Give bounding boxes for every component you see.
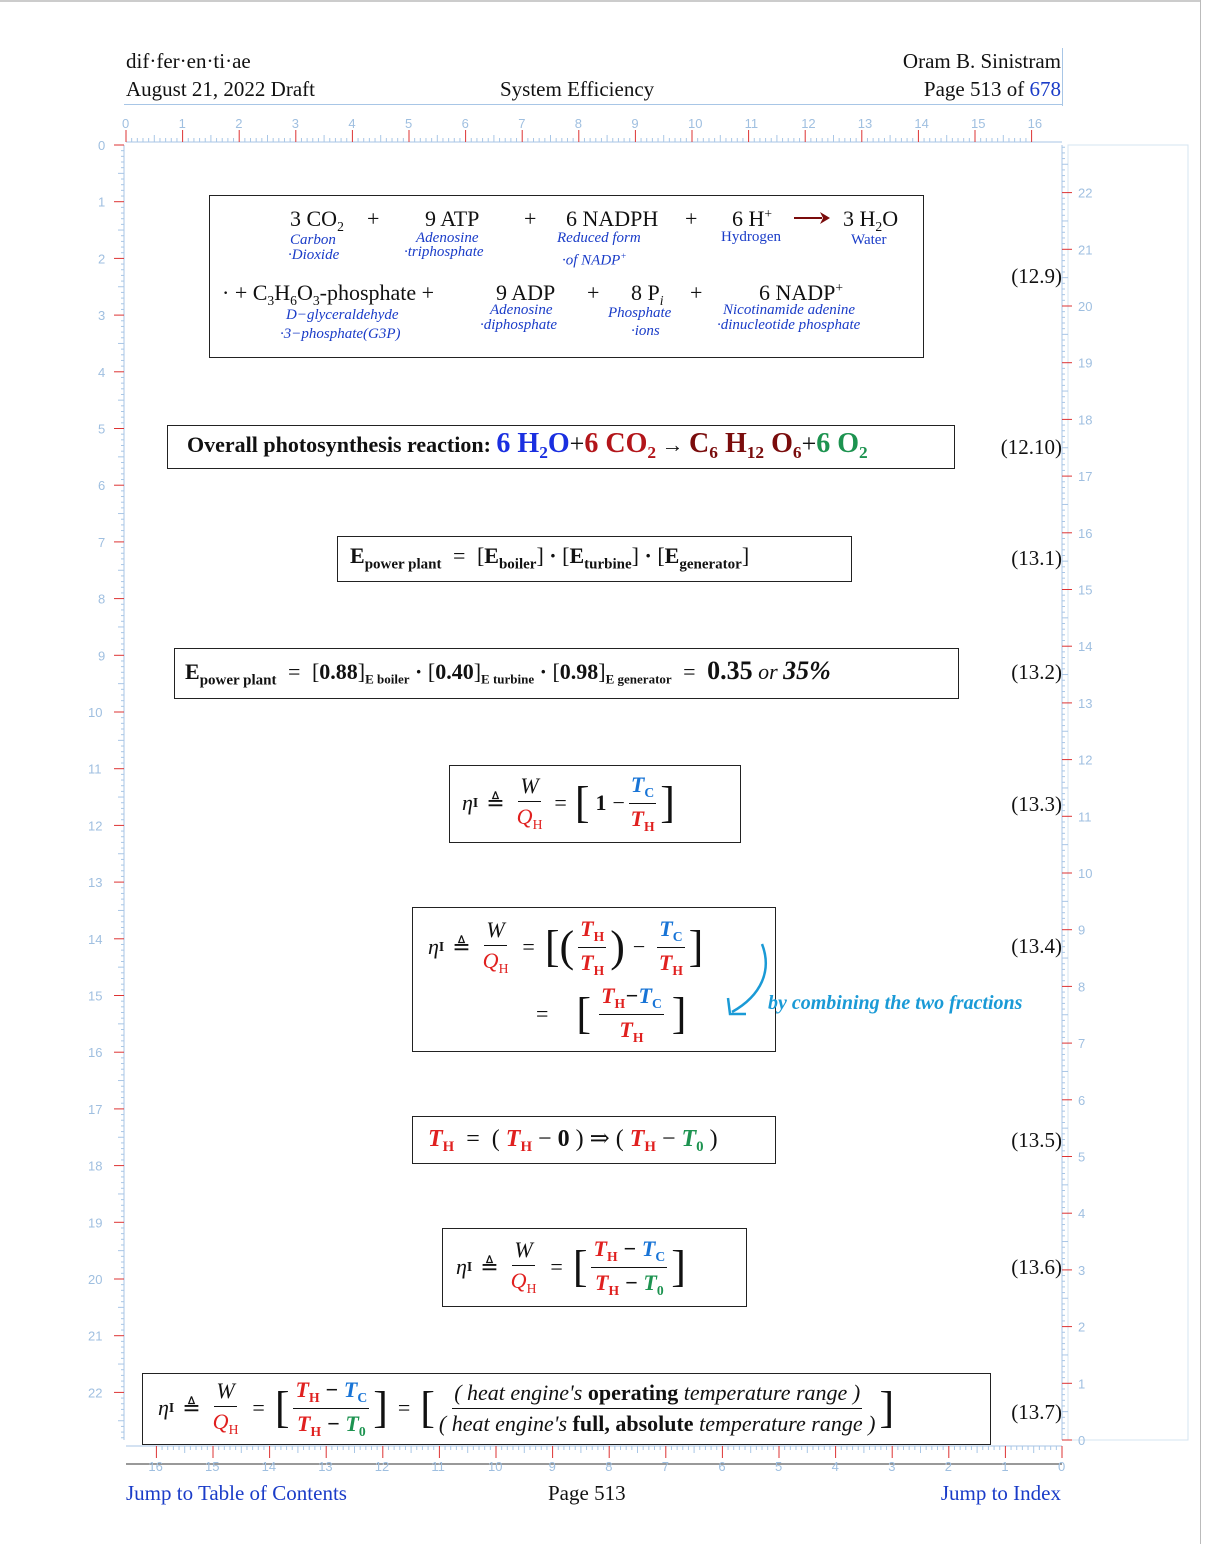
ruler-left-label: 9 <box>98 648 106 664</box>
h-sup: + <box>764 206 773 221</box>
ruler-right-label: 6 <box>1078 1092 1086 1108</box>
co2-reactant: 6 $CO_2$ <box>584 428 657 463</box>
label-water: Water <box>851 232 887 248</box>
ruler-bottom-label: 13 <box>318 1459 333 1474</box>
eq-13-6-content: η I ≜ $\frac{W}{Q_H}$ = [ $\frac{T_H - T_C}{T_H - T_0}$ ] <box>456 1235 686 1298</box>
reaction-arrow <box>792 208 834 228</box>
eq-12-9-plus3: + <box>685 206 698 231</box>
label-dioxide: ·Dioxide <box>288 247 340 263</box>
eq-13-1-content: $E_{power plant} = [E_{boiler}] \cdot [E_{turbine}] \cdot [E_{generator}]$ <box>350 543 750 573</box>
eq-13-4-line2: = [ $\frac{T_H-T_C}{T_H}$ ] <box>536 982 687 1045</box>
index-link[interactable]: Jump to Index <box>940 1481 1061 1505</box>
ruler-top-label: 13 <box>857 116 873 131</box>
ruler-left-label: 13 <box>88 875 103 891</box>
label-of-nadp: ·of NADP+ <box>562 252 627 269</box>
ruler-top-label: 4 <box>348 116 356 131</box>
header-right-top: Oram B. Sinistram <box>902 49 1061 73</box>
ruler-right-label: 2 <box>1078 1319 1086 1335</box>
ruler-top-label: 0 <box>122 116 130 131</box>
ruler-bottom-label: 4 <box>831 1459 839 1474</box>
ruler-right-label: 7 <box>1078 1036 1086 1052</box>
ruler-bottom-label: 6 <box>718 1459 726 1474</box>
ruler-right-label: 10 <box>1078 866 1093 881</box>
label-reduced: Reduced form <box>557 230 641 246</box>
label-phosphate: Phosphate <box>608 305 672 321</box>
ruler-right-label: 18 <box>1078 412 1093 428</box>
eq-13-7-content: η I ≜ $\frac{W}{Q_H}$ = [ $\frac{T_H - T_C}{T_H - T_0}$ ] = [ $\frac{\text{( heat engine's operating temperature range )}}{\text{( heat engine's full, absolute temperature range )}}$ ] <box>158 1376 895 1439</box>
ruler-left-label: 16 <box>88 1045 103 1061</box>
eq-number-13-7: (13.7) <box>1011 1400 1062 1424</box>
eq-number-13-3: (13.3) <box>1011 792 1062 816</box>
eq-number-13-4: (13.4) <box>1011 934 1062 958</box>
glucose-product: $C_6$ $H_{12}$ $O_6$ <box>689 428 802 463</box>
header-page-total-link[interactable]: 678 <box>1029 77 1061 101</box>
ruler-left-label: 10 <box>88 705 103 720</box>
ruler-left-label: 19 <box>88 1215 103 1231</box>
o2-product: 6 $O_2$ <box>816 428 868 463</box>
co2-term: 3 CO <box>290 206 338 231</box>
eq-12-9-plus5: + <box>690 280 703 305</box>
ruler-bottom-label: 11 <box>431 1459 445 1474</box>
ruler-left-label: 14 <box>88 931 103 947</box>
ruler-left-label: 20 <box>88 1272 103 1287</box>
ruler-right-label: 14 <box>1078 639 1093 655</box>
ruler-left-label: 8 <box>98 591 106 607</box>
ruler-left-label: 21 <box>88 1328 103 1344</box>
adp-term: 9 ADP <box>496 280 556 305</box>
ruler-right-label: 16 <box>1078 525 1093 541</box>
eq-13-5-content: $T_H$ = ( $T_H - 0$ ) ⇒ ( $T_H - T_0$ ) <box>428 1126 718 1156</box>
ruler-bottom-label: 2 <box>944 1459 953 1474</box>
ruler-left-label: 5 <box>98 421 106 437</box>
ruler-top-label: 5 <box>405 116 413 131</box>
ruler-top-label: 1 <box>178 116 186 131</box>
eq-number-13-6: (13.6) <box>1011 1255 1062 1279</box>
header-page-prefix: Page 513 of <box>923 77 1025 101</box>
ruler-right-label: 19 <box>1078 355 1093 371</box>
ruler-top-label: 6 <box>461 116 469 131</box>
eq-number-13-5: (13.5) <box>1011 1128 1062 1152</box>
label-diphosphate: ·diphosphate <box>480 317 558 333</box>
ruler-left-label: 6 <box>98 478 106 494</box>
label-adenosine-2: Adenosine <box>490 302 553 318</box>
h-term: 6 H <box>732 206 765 232</box>
ruler-bottom-label: 8 <box>605 1459 613 1474</box>
ruler-bottom-label: 14 <box>261 1459 277 1474</box>
ruler-top-label: 8 <box>574 116 583 131</box>
photosynthesis-label: Overall photosynthesis reaction: <box>187 432 491 457</box>
ruler-left-label: 4 <box>98 364 106 380</box>
ruler-top-label: 14 <box>914 116 929 131</box>
ruler-right-label: 5 <box>1078 1149 1086 1165</box>
eq-12-9-row1 <box>290 206 344 235</box>
ruler-left-label: 17 <box>88 1101 103 1117</box>
ruler-right-label: 15 <box>1078 582 1093 598</box>
ruler-right-label: 4 <box>1078 1206 1086 1222</box>
ruler-left-label: 22 <box>88 1385 103 1401</box>
ruler-bottom-label: 3 <box>888 1459 896 1474</box>
ruler-bottom-label: 5 <box>775 1459 783 1474</box>
ruler-top-label: 16 <box>1027 116 1043 131</box>
g3p-term: · + $C_3H_6O_3$-phosphate + <box>222 280 435 308</box>
label-adenosine-1: Adenosine <box>416 230 479 246</box>
eq-12-10-content: Overall photosynthesis reaction: 6 $H_2O+6$ $CO_2 \to C_6$ $H_{12}$ $O_6+6$ $O_2$ <box>187 428 868 463</box>
label-g3p: ·3−phosphate(G3P) <box>280 326 401 342</box>
eq-13-3-content: η I ≜ $\frac{W}{Q_H}$ = [ 1 − $\frac{T_C}{T_H}$ ] <box>462 771 675 834</box>
ruler-bottom-label: 16 <box>148 1459 163 1474</box>
label-dglyceraldehyde: D−glyceraldehyde <box>286 307 399 323</box>
label-nicotinamide: Nicotinamide adenine <box>723 302 856 318</box>
toc-link[interactable]: Jump to Table of Contents <box>126 1481 347 1505</box>
label-ions: ·ions <box>631 323 660 339</box>
eq-number-12-9: (12.9) <box>1011 264 1062 288</box>
ruler-top-label: 7 <box>518 116 526 131</box>
ruler-bottom-label: 7 <box>661 1459 670 1474</box>
ruler-right-label: 13 <box>1078 695 1093 711</box>
ruler-left-label: 11 <box>88 761 102 777</box>
ruler-right-label: 1 <box>1078 1376 1086 1392</box>
ruler-top-label: 11 <box>744 116 759 131</box>
eq-13-4-line1: η I ≜ $\frac{W}{Q_H}$ = [ ( $\frac{T_H}{T_H}$ ) − $\frac{T_C}{T_H}$ ] <box>428 915 704 978</box>
ruler-left-label: 3 <box>98 308 106 324</box>
ruler-bottom-label: 10 <box>488 1459 503 1474</box>
ruler-right-label: 17 <box>1078 469 1093 485</box>
ruler-right-label: 8 <box>1078 979 1086 995</box>
label-hydrogen: Hydrogen <box>721 229 781 245</box>
label-triphosphate: ·triphosphate <box>404 244 484 260</box>
ruler-top-label: 9 <box>631 116 639 131</box>
ruler-left-label: 15 <box>88 988 103 1004</box>
eq-number-13-1: (13.1) <box>1011 546 1062 570</box>
nadph-term: 6 NADPH <box>566 206 659 231</box>
eq-number-13-2: (13.2) <box>1011 660 1062 684</box>
ruler-left-label: 7 <box>98 534 106 550</box>
ruler-left-label: 0 <box>98 138 106 153</box>
ruler-bottom-label: 15 <box>205 1459 220 1474</box>
ruler-top-label: 3 <box>291 116 300 131</box>
h2o-term: 3 $H_2O$ <box>843 206 899 234</box>
footer-page-number: Page 513 <box>548 1481 626 1505</box>
co2-sub: 2 <box>337 218 344 234</box>
ruler-left-label: 1 <box>98 194 106 210</box>
ruler-right-label: 9 <box>1078 922 1086 938</box>
h2o-reactant: 6 $H_2O$ <box>496 428 570 463</box>
eq-number-12-10: (12.10) <box>1000 435 1062 459</box>
label-carbon: Carbon <box>290 232 336 248</box>
ruler-top-label: 2 <box>235 116 243 131</box>
ruler-left-label: 2 <box>98 251 106 267</box>
eq-12-9-plus2: + <box>524 206 537 231</box>
ruler-top-label: 12 <box>801 116 816 131</box>
ruler-bottom-label: 1 <box>1001 1459 1009 1474</box>
combine-annotation: by combining the two fractions <box>768 992 1023 1014</box>
eq-12-9-plus1: + <box>367 206 380 231</box>
header-left-bottom: August 21, 2022 Draft <box>126 77 315 101</box>
header-center: System Efficiency <box>500 77 655 101</box>
ruler-right-label: 0 <box>1078 1433 1086 1448</box>
ruler-bottom-label: 0 <box>1058 1459 1066 1474</box>
atp-term: 9 ATP <box>425 206 480 231</box>
ruler-right-label: 11 <box>1078 809 1092 825</box>
ruler-bottom-label: 12 <box>374 1459 390 1474</box>
ruler-bottom-label: 9 <box>548 1459 556 1474</box>
ruler-right-label: 21 <box>1078 242 1093 258</box>
header-left-top: dif·fer·en·ti·ae <box>126 49 251 73</box>
ruler-right-label: 3 <box>1078 1262 1086 1278</box>
pi-term: 8 $P_i$ <box>631 280 664 308</box>
ruler-right-label: 20 <box>1078 299 1093 314</box>
ruler-top-label: 15 <box>971 116 986 131</box>
ruler-left-label: 18 <box>88 1158 103 1174</box>
eq-12-9-plus4: + <box>587 280 600 305</box>
nadp-term: 6 NADP+ <box>759 280 844 306</box>
ruler-top-label: 10 <box>688 116 703 131</box>
ruler-left-label: 12 <box>88 818 103 834</box>
label-dinucleotide: ·dinucleotide phosphate <box>717 317 861 333</box>
eq-13-2-content: $E_{power plant} = [0.88]_{E boiler} \cdot [0.40]_{E turbine} \cdot [0.98]_{E generator} = 0.35$ or 35% <box>185 656 831 689</box>
ruler-right-label: 22 <box>1078 185 1093 201</box>
ruler-right-label: 12 <box>1078 752 1093 768</box>
